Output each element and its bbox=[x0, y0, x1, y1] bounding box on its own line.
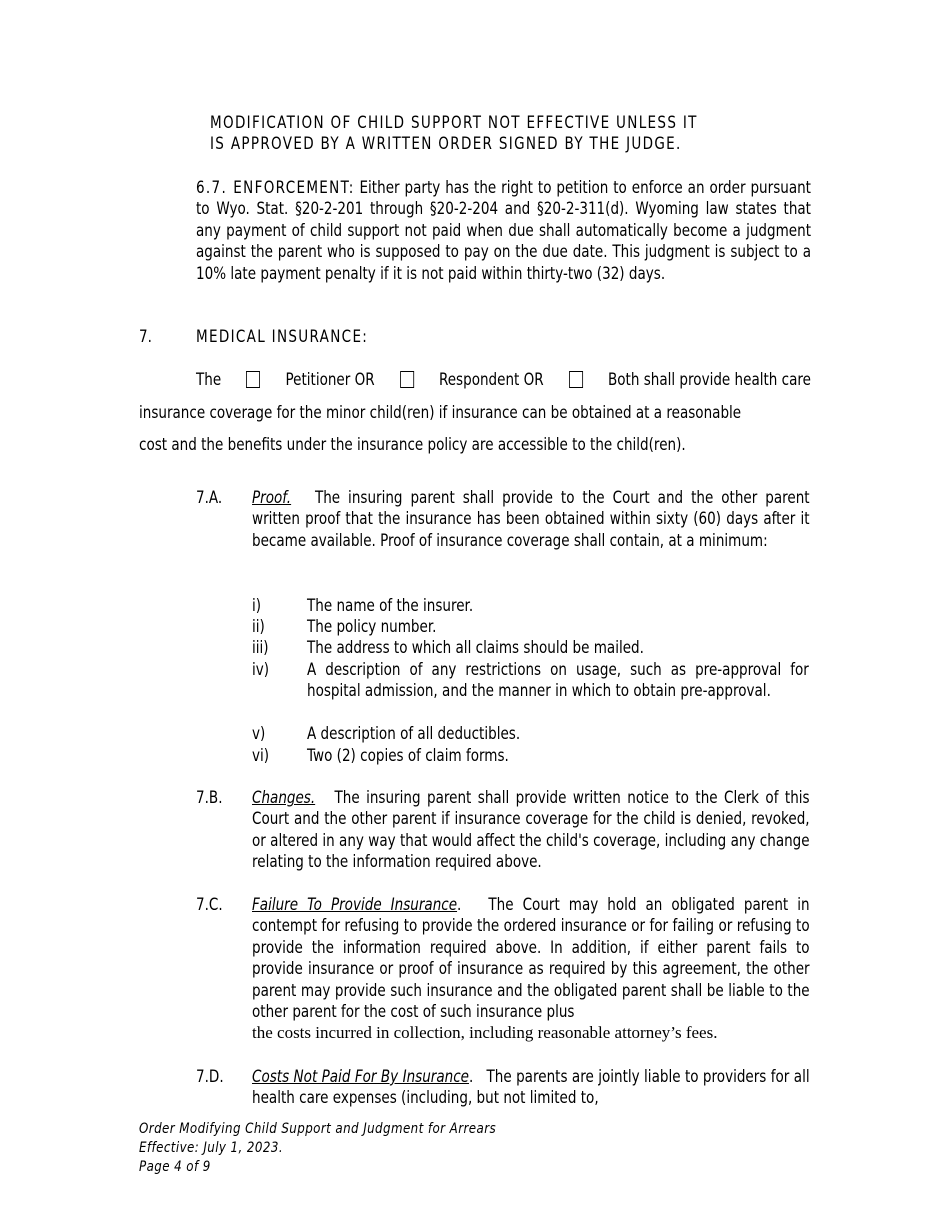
section-7b-paragraph bbox=[252, 787, 810, 873]
item-v-text: A description of all deductibles. bbox=[307, 724, 521, 743]
page-footer bbox=[139, 1120, 496, 1177]
insurance-line-3: cost and the benefits under the insurance policy are accessible to the child(ren). bbox=[139, 435, 686, 454]
insurance-provider-line bbox=[196, 369, 811, 390]
item-v-num: v) bbox=[252, 724, 266, 743]
item-iii-text: The address to which all claims should be mailed. bbox=[307, 638, 644, 657]
footer-title: Order Modifying Child Support and Judgment for Arrears bbox=[139, 1121, 497, 1137]
section-7b-text: The insuring parent shall provide written notice to the Clerk of this Court and the other parent if insurance coverage for the child is denied, revoked, or altered in any way that would affect the child's coverage, including any change relating to the information required above. bbox=[252, 788, 810, 872]
section-7a-paragraph bbox=[252, 487, 810, 551]
section-7c-serif-line: the costs incurred in collection, including reasonable attorney’s fees. bbox=[252, 1023, 718, 1042]
notice-line-2: IS APPROVED BY A WRITTEN ORDER SIGNED BY THE JUDGE. bbox=[210, 134, 682, 154]
respondent-checkbox[interactable] bbox=[400, 371, 414, 388]
item-i-text: The name of the insurer. bbox=[307, 596, 474, 615]
section-7c-number: 7.C. bbox=[196, 895, 223, 914]
section-7d-text: The parents are jointly liable to providers for all health care expenses (including, but not limited to, bbox=[252, 1067, 810, 1108]
enforcement-paragraph bbox=[196, 177, 811, 284]
section-7d-title: Costs Not Paid For By Insurance bbox=[252, 1067, 469, 1086]
notice-text bbox=[210, 112, 809, 155]
section-7-heading: MEDICAL INSURANCE: bbox=[196, 327, 369, 346]
section-7-number: 7. bbox=[139, 327, 152, 346]
petitioner-label: Petitioner OR bbox=[285, 370, 375, 389]
item-iii-num: iii) bbox=[252, 638, 269, 657]
section-7c-title: Failure To Provide Insurance bbox=[252, 895, 458, 914]
section-7d-number: 7.D. bbox=[196, 1067, 224, 1086]
respondent-label: Respondent OR bbox=[438, 370, 544, 389]
section-7a-title: Proof. bbox=[252, 488, 292, 507]
enforcement-text: Either party has the right to petition to enforce an order pursuant to Wyo. Stat. §20-2-201 through §20-2-204 and §20-2-311(d). Wyoming law states that any payment of child support not paid when due shall automatically become a judgment against the parent who is supposed to pay on the due date. This judgment is subject to a 10% late payment penalty if it is not paid within thirty-two (32) days. bbox=[196, 178, 811, 283]
section-7a-number: 7.A. bbox=[196, 488, 223, 507]
both-checkbox[interactable] bbox=[569, 371, 583, 388]
item-ii-num: ii) bbox=[252, 617, 265, 636]
petitioner-checkbox[interactable] bbox=[246, 371, 260, 388]
footer-effective: Effective: July 1, 2023. bbox=[139, 1140, 284, 1156]
notice-line-1: MODIFICATION OF CHILD SUPPORT NOT EFFECTIVE UNLESS IT bbox=[210, 113, 698, 132]
item-ii-text: The policy number. bbox=[307, 617, 437, 636]
item-vi-text: Two (2) copies of claim forms. bbox=[307, 746, 509, 765]
the-word: The bbox=[196, 370, 222, 389]
item-vi-num: vi) bbox=[252, 746, 270, 765]
item-iv-text: A description of any restrictions on usage, such as pre-approval for hospital admission, and the manner in which to obtain pre-approval. bbox=[307, 660, 809, 701]
footer-page-number: Page 4 of 9 bbox=[139, 1159, 211, 1175]
item-i-num: i) bbox=[252, 596, 262, 615]
section-7c-paragraph: Failure To Provide Insurance. The Court may hold an obligated parent in contempt for refusing to provide the ordered insurance or for failing or refusing to provide the information required above. In addition, if either parent fails to provide insurance or proof of insurance as required by this agreement, the other parent may provide such insurance and the obligated parent shall be liable to the other parent for the cost of such insurance plus bbox=[252, 895, 810, 1022]
insurance-line-2: insurance coverage for the minor child(ren) if insurance can be obtained at a reasonable bbox=[139, 403, 742, 422]
section-7b-title: Changes. bbox=[252, 788, 316, 807]
section-7b-number: 7.B. bbox=[196, 788, 223, 807]
both-label: Both shall provide health care bbox=[607, 370, 811, 389]
section-7a-text: The insuring parent shall provide to the Court and the other parent written proof that the insurance has been obtained within sixty (60) days after it became available. Proof of insurance coverage shall contain, at a minimum: bbox=[252, 488, 810, 550]
item-iv-num: iv) bbox=[252, 660, 270, 679]
enforcement-heading: 6.7. ENFORCEMENT: bbox=[196, 178, 355, 197]
section-7c-text: The Court may hold an obligated parent in contempt for refusing to provide the ordered insurance or for failing or refusing to provide the information required above. In addition, if either parent fails to provide insurance or proof of insurance as required by this agreement, the other parent may provide such insurance and the obligated parent shall be liable to the other parent for the cost of such insurance plus bbox=[252, 895, 810, 1022]
section-7d-paragraph: Costs Not Paid For By Insurance. The parents are jointly liable to providers for all health care expenses (including, but not limited to, bbox=[252, 1067, 810, 1108]
